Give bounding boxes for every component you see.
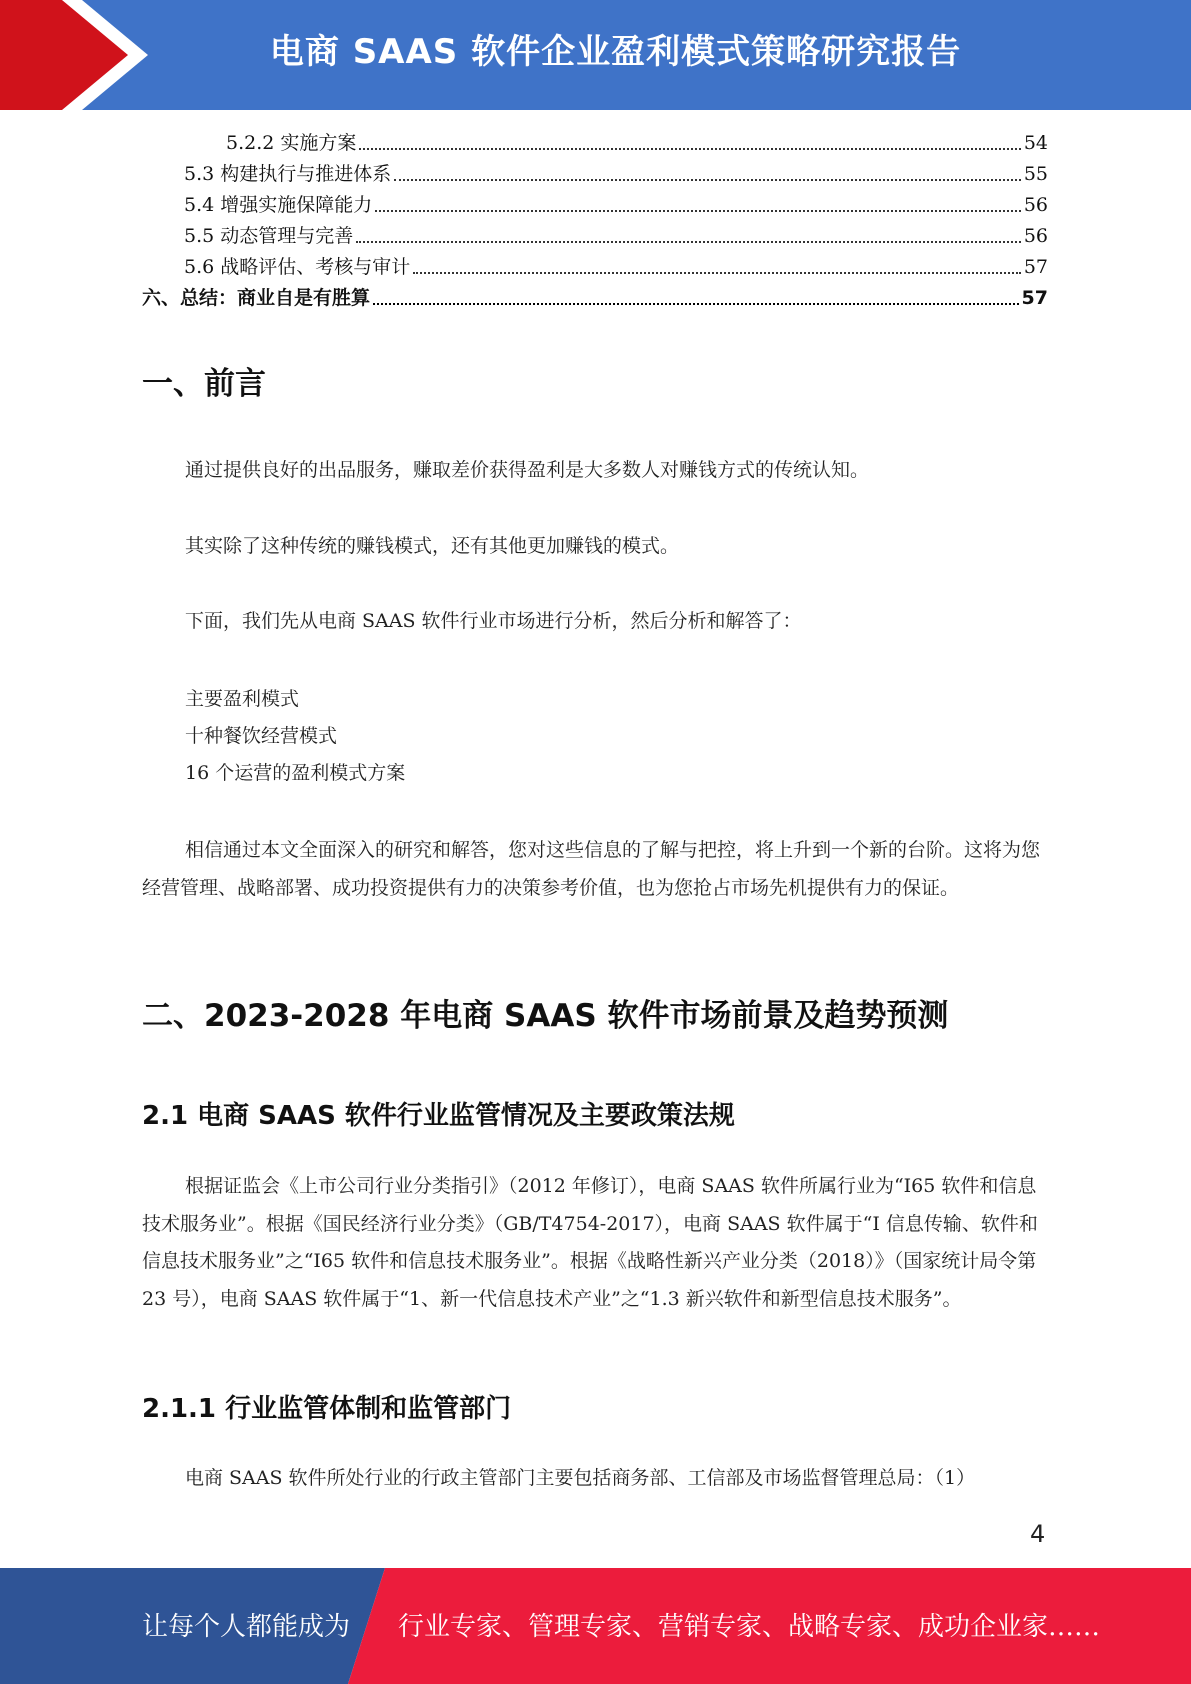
footer-slogan-right: 行业专家、管理专家、营销专家、战略专家、成功企业家…… bbox=[398, 1612, 1101, 1642]
toc-page: 54 bbox=[1023, 132, 1048, 154]
toc-entry[interactable] bbox=[142, 252, 1048, 283]
toc-label: 5.4 增强实施保障能力 bbox=[184, 194, 373, 216]
toc-label: 5.3 构建执行与推进体系 bbox=[184, 163, 392, 185]
toc-label: 5.5 动态管理与完善 bbox=[184, 225, 354, 247]
page-header bbox=[0, 0, 1191, 110]
subsection-heading: 2.1 电商 SAAS 软件行业监管情况及主要政策法规 bbox=[142, 1101, 735, 1131]
toc-label: 5.2.2 实施方案 bbox=[226, 132, 357, 154]
paragraph: 电商 SAAS 软件所处行业的行政主管部门主要包括商务部、工信部及市场监督管理总局：（1） bbox=[185, 1467, 976, 1489]
page-number: 4 bbox=[1030, 1520, 1046, 1548]
toc-entry[interactable] bbox=[142, 128, 1048, 159]
list-item: 16 个运营的盈利模式方案 bbox=[185, 762, 406, 784]
toc-page: 56 bbox=[1023, 194, 1048, 216]
section-heading-preface: 一、前言 bbox=[142, 366, 266, 402]
toc-label: 六、总结：商业自是有胜算 bbox=[142, 287, 371, 309]
toc-entry[interactable] bbox=[142, 190, 1048, 221]
subsection-heading: 2.1.1 行业监管体制和监管部门 bbox=[142, 1394, 512, 1424]
toc-leader bbox=[373, 303, 1019, 305]
toc-leader bbox=[356, 241, 1021, 243]
toc-leader bbox=[359, 148, 1020, 150]
paragraph: 通过提供良好的出品服务，赚取差价获得盈利是大多数人对赚钱方式的传统认知。 bbox=[185, 459, 870, 481]
paragraph: 下面，我们先从电商 SAAS 软件行业市场进行分析，然后分析和解答了： bbox=[185, 610, 802, 632]
toc-leader bbox=[375, 210, 1021, 212]
paragraph: 相信通过本文全面深入的研究和解答，您对这些信息的了解与把控，将上升到一个新的台阶。这将为您经营管理、战略部署、成功投资提供有力的决策参考价值，也为您抢占市场先机提供有力的保证。 bbox=[142, 839, 1041, 899]
toc-leader bbox=[413, 272, 1021, 274]
toc-page: 57 bbox=[1021, 287, 1048, 309]
report-title: 电商 SAAS 软件企业盈利模式策略研究报告 bbox=[269, 32, 962, 72]
paragraph: 其实除了这种传统的赚钱模式，还有其他更加赚钱的模式。 bbox=[185, 535, 680, 557]
toc-entry[interactable] bbox=[142, 159, 1048, 190]
toc-entry[interactable] bbox=[142, 221, 1048, 252]
paragraph: 根据证监会《上市公司行业分类指引》（2012 年修订），电商 SAAS 软件所属行业为“I65 软件和信息技术服务业”。根据《国民经济行业分类》（GB/T4754-2017），电商 SAAS 软件属于“I 信息传输、软件和信息技术服务业”之“I65 软件和信息技术服务业”。根据《战略性新兴产业分类（2018）》（国家统计局令第 23 号），电商 SAAS 软件属于“1、新一代信息技术产业”之“1.3 新兴软件和新型信息技术服务”。 bbox=[142, 1175, 1038, 1310]
toc-page: 55 bbox=[1023, 163, 1048, 185]
page-footer bbox=[0, 1568, 1191, 1684]
toc-page: 56 bbox=[1023, 225, 1048, 247]
toc-page: 57 bbox=[1023, 256, 1048, 278]
section-heading-market: 二、2023-2028 年电商 SAAS 软件市场前景及趋势预测 bbox=[142, 998, 949, 1034]
toc-leader bbox=[394, 179, 1021, 181]
footer-slogan-left: 让每个人都能成为 bbox=[142, 1612, 351, 1642]
list-item: 主要盈利模式 bbox=[185, 688, 300, 710]
toc-entry[interactable] bbox=[142, 283, 1048, 314]
list-item: 十种餐饮经营模式 bbox=[185, 725, 338, 747]
toc-label: 5.6 战略评估、考核与审计 bbox=[184, 256, 411, 278]
table-of-contents bbox=[142, 128, 1048, 314]
